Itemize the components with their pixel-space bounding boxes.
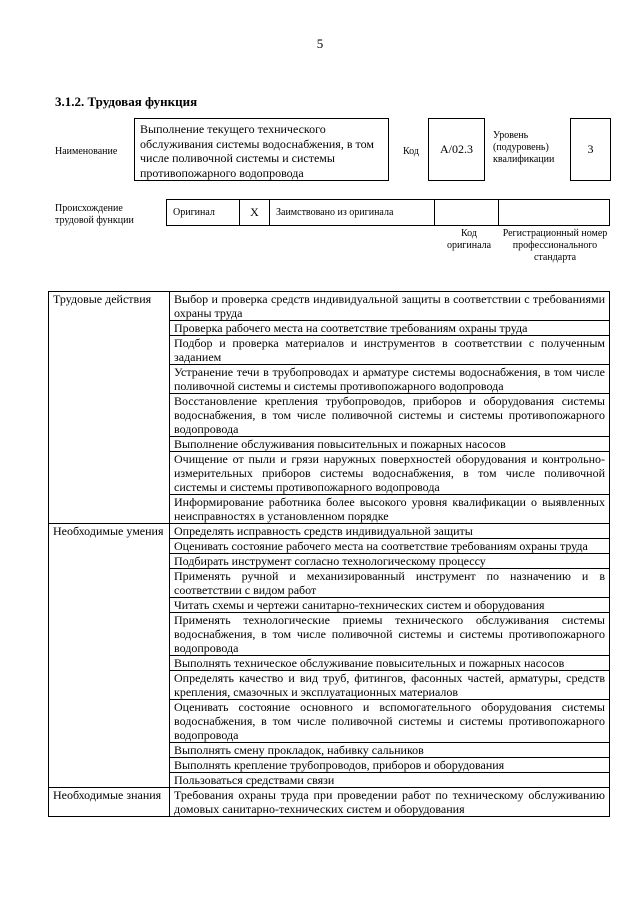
table-item-cell: Очищение от пыли и грязи наружных поверхностей оборудования и контрольно-измерительных приборов системы водоснабжения, в том числе поливочной системы и системы противопожарного водопровода (170, 452, 610, 495)
table-item-cell: Подбирать инструмент согласно технологическому процессу (170, 554, 610, 569)
table-item-cell: Читать схемы и чертежи санитарно-технических систем и оборудования (170, 598, 610, 613)
name-label: Наименование (55, 146, 118, 157)
level-label: Уровень (подуровень) квалификации (493, 130, 555, 165)
section-heading-cell: Необходимые умения (49, 524, 170, 788)
table-item-cell: Оценивать состояние основного и вспомогательного оборудования системы водоснабжения, в том числе поливочной системы и системы противопожарного водопровода (170, 700, 610, 743)
table-item-cell: Выбор и проверка средств индивидуальной защиты в соответствии с требованиями охраны труда (170, 292, 610, 321)
table-item-cell: Восстановление крепления трубопроводов, приборов и оборудования системы водоснабжения, в том числе поливочной системы и системы противопожарного водопровода (170, 394, 610, 437)
table-item-cell: Определять исправность средств индивидуальной защиты (170, 524, 610, 539)
table-row (49, 788, 610, 817)
function-table (48, 291, 610, 817)
function-name-box: Выполнение текущего технического обслуживания системы водоснабжения, в том числе поливочной системы и системы противопожарного водопровода (134, 118, 389, 181)
page-number: 5 (316, 36, 324, 51)
table-item-cell: Пользоваться средствами связи (170, 773, 610, 788)
code-label: Код (403, 146, 419, 157)
table-item-cell: Выполнять смену прокладок, набивку сальников (170, 743, 610, 758)
origin-row (166, 199, 610, 226)
table-item-cell: Проверка рабочего места на соответствие требованиям охраны труда (170, 321, 610, 336)
section-heading-cell: Трудовые действия (49, 292, 170, 524)
table-item-cell: Оценивать состояние рабочего места на соответствие требованиям охраны труда (170, 539, 610, 554)
original-cell: Оригинал (167, 200, 240, 225)
section-title: 3.1.2. Трудовая функция (55, 94, 198, 109)
table-item-cell: Информирование работника более высокого уровня квалификации о выявленных неисправностях в установленном порядке (170, 495, 610, 524)
table-item-cell: Выполнение обслуживания повысительных и пожарных насосов (170, 437, 610, 452)
table-item-cell: Определять качество и вид труб, фитингов, фасонных частей, арматуры, средств крепления, смазочных и эксплуатационных материалов (170, 671, 610, 700)
reg-number-cell (499, 200, 609, 225)
reg-number-caption: Регистрационный номер профессионального стандарта (502, 228, 608, 263)
origin-code-caption: Код оригинала (446, 228, 492, 251)
origin-code-cell (435, 200, 499, 225)
code-value-box: А/02.3 (428, 118, 485, 181)
origin-label: Происхождение трудовой функции (55, 203, 134, 226)
table-item-cell: Требования охраны труда при проведении работ по техническому обслуживанию домовых санитарно-технических систем и оборудования (170, 788, 610, 817)
table-item-cell: Применять ручной и механизированный инструмент по назначению и в соответствии с видом работ (170, 569, 610, 598)
table-item-cell: Выполнять крепление трубопроводов, приборов и оборудования (170, 758, 610, 773)
table-item-cell: Применять технологические приемы технического обслуживания системы водоснабжения, в том числе поливочной системы и системы противопожарного водопровода (170, 613, 610, 656)
section-heading-cell: Необходимые знания (49, 788, 170, 817)
table-item-cell: Подбор и проверка материалов и инструментов в соответствии с полученным заданием (170, 336, 610, 365)
original-mark: X (240, 200, 270, 225)
table-item-cell: Выполнять техническое обслуживание повысительных и пожарных насосов (170, 656, 610, 671)
borrowed-cell: Заимствовано из оригинала (270, 200, 435, 225)
level-value-box: 3 (570, 118, 611, 181)
table-item-cell: Устранение течи в трубопроводах и арматуре системы водоснабжения, в том числе поливочной системы и системы противопожарного водопровода (170, 365, 610, 394)
table-row (49, 524, 610, 539)
table-row (49, 292, 610, 321)
